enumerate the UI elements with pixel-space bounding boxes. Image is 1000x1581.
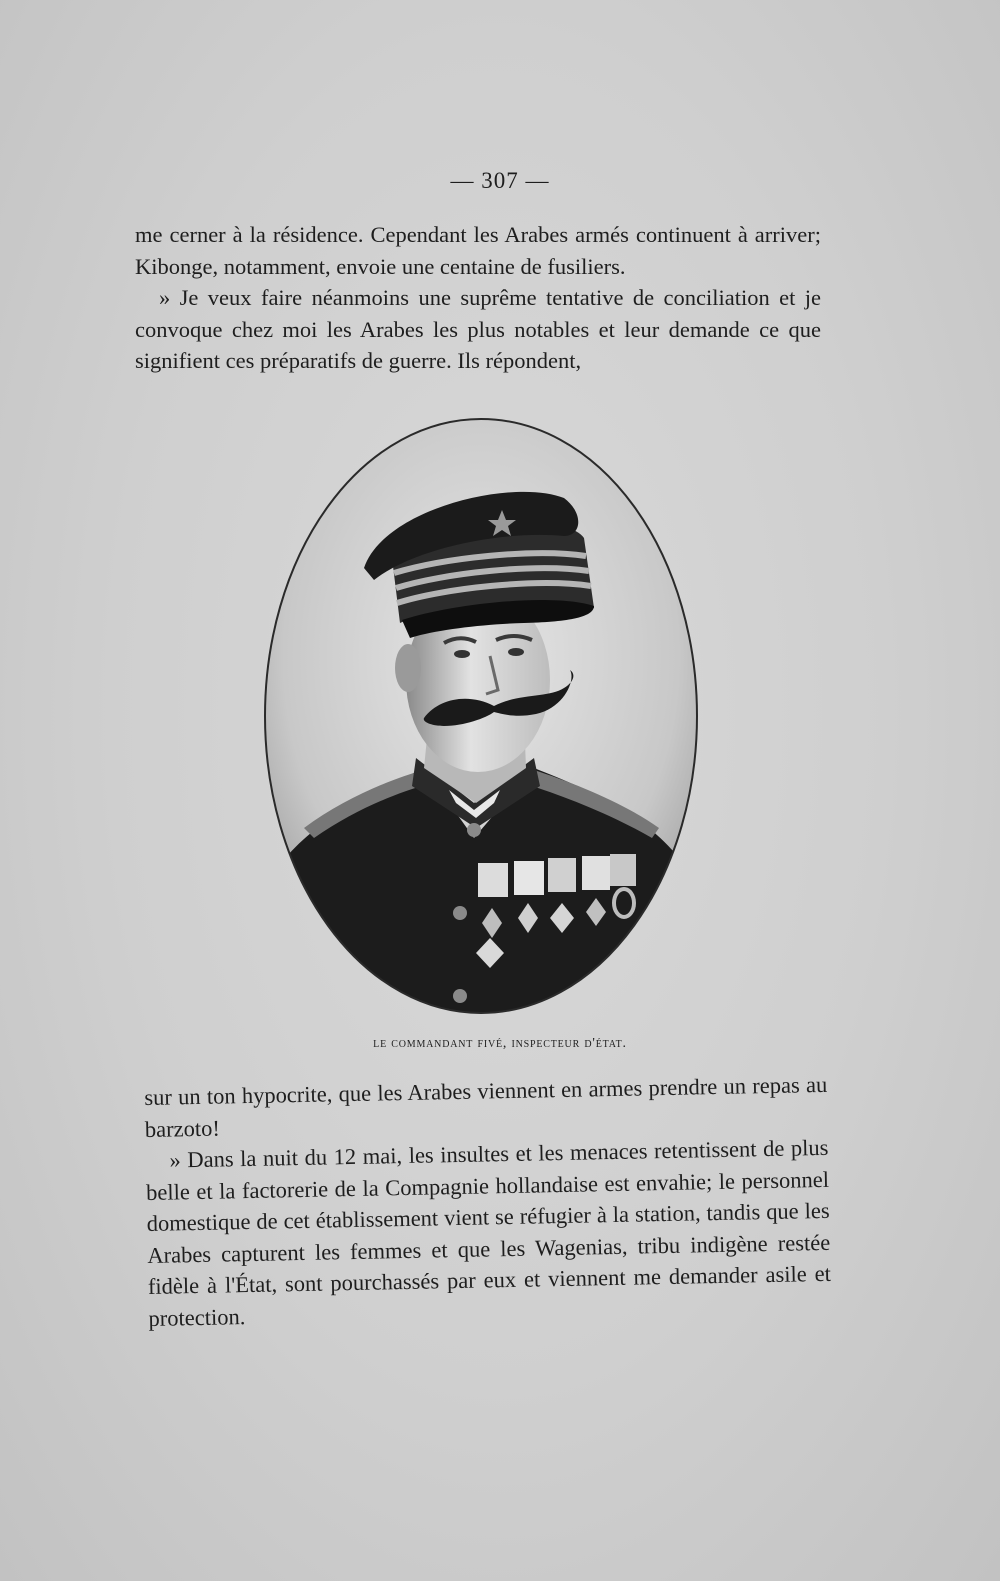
portrait-photo	[264, 418, 698, 1014]
paragraph: sur un ton hypocrite, que les Arabes viennent en armes prendre un repas au barzoto!	[144, 1071, 828, 1142]
page-number: — 307 —	[450, 168, 550, 193]
photo-caption: le commandant fivé, inspecteur d'état.	[373, 1036, 627, 1051]
bottom-text-block	[144, 1069, 832, 1334]
paragraph: » Dans la nuit du 12 mai, les insultes et les menaces retentissent de plus belle et la factorerie de la Compagnie hollandaise est envahie; le personnel domestique de cet établissement vient se réfugier à la station, tandis que les Arabes capturent les femmes et que les Wagenias, tribu indigène restée fidèle à l'État, sont pourchassés par eux et viennent me demander asile et protection.	[145, 1134, 832, 1331]
paragraph: » Je veux faire néanmoins une suprême tentative de conciliation et je convoque chez moi les Arabes les plus notables et leur demande ce que signifient ces préparatifs de guerre. Ils répondent,	[135, 285, 821, 373]
paragraph: me cerner à la résidence. Cependant les Arabes armés continuent à arriver; Kibonge, notamment, envoie une centaine de fusiliers.	[135, 222, 821, 279]
top-text-block	[135, 219, 821, 377]
